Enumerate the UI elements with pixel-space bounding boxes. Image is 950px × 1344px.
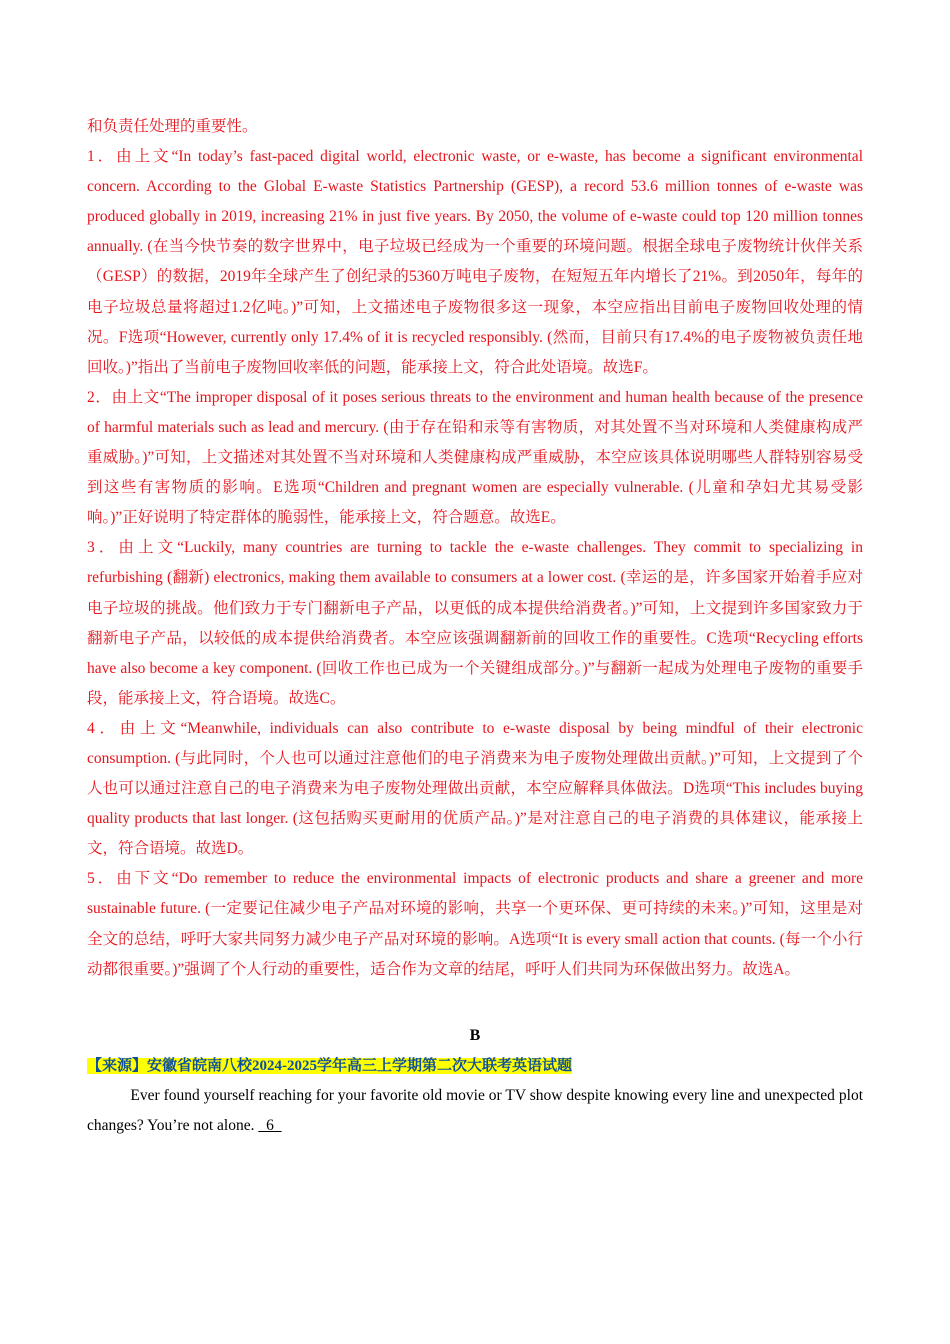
source-line (87, 1051, 863, 1081)
passage-text: Ever found yourself reaching for your favorite old movie or TV show despite knowing every line and unexpected plot changes? You’re not alone. (87, 1086, 863, 1134)
blank-6: 6 (258, 1116, 282, 1134)
passage-paragraph (87, 1081, 863, 1141)
answer-explanation-3: 3．由上文“Luckily, many countries are turning to tackle the e-waste challenges. They commit to specializing in refurbishing (翻新) electronics, making them available to consumers at a lower cost. (幸运的是，许多国家开始着手应对电子垃圾的挑战。他们致力于专门翻新电子产品，以更低的成本提供给消费者。)”可知，上文提到许多国家致力于翻新电子产品，以较低的成本提供给消费者。本空应该强调翻新前的回收工作的重要性。C选项“Recycling efforts have also become a key component. (回收工作也已成为一个关键组成部分。)”与翻新一起成为处理电子废物的重要手段，能承接上文，符合语境。故选C。 (87, 539, 863, 707)
answer-explanation-1: 1．由上文“In today’s fast-paced digital world, electronic waste, or e-waste, has become a significant environmental concern. According to the Global E-waste Statistics Partnership (GESP), a record 53.6 million tonnes of e-waste was produced globally in 2019, increasing 21% in just five years. By 2050, the volume of e-waste could top 120 million tonnes annually. (在当今快节奏的数字世界中，电子垃圾已经成为一个重要的环境问题。根据全球电子废物统计伙伴关系（GESP）的数据，2019年全球产生了创纪录的5360万吨电子废物，在短短五年内增长了21%。到2050年，每年的电子垃圾总量将超过1.2亿吨。)”可知，上文描述电子废物很多这一现象，本空应指出目前电子废物回收处理的情况。F选项“However, currently only 17.4% of it is recycled responsibly. (然而，目前只有17.4%的电子废物被负责任地回收。)”指出了当前电子废物回收率低的问题，能承接上文，符合此处语境。故选F。 (87, 148, 863, 376)
answer-explanation-5: 5．由下文“Do remember to reduce the environmental impacts of electronic products and share a greener and more sustainable future. (一定要记住减少电子产品对环境的影响，共享一个更环保、更可持续的未来。)”可知，这里是对全文的总结，呼吁大家共同努力减少电子产品对环境的影响。A选项“It is every small action that counts. (每一个小行动都很重要。)”强调了个人行动的重要性，适合作为文章的结尾，呼吁人们共同为环保做出努力。故选A。 (87, 870, 863, 978)
answer-explanation-2: 2．由上文“The improper disposal of it poses serious threats to the environment and human health because of the presence of harmful materials such as lead and mercury. (由于存在铅和汞等有害物质，对其处置不当对环境和人类健康构成严重威胁。)”可知，上文描述对其处置不当对环境和人类健康构成严重威胁，本空应该具体说明哪些人群特别容易受到这些有害物质的影响。E选项“Children and pregnant women are especially vulnerable. (儿童和孕妇尤其易受影响。)”正好说明了特定群体的脆弱性，能承接上文，符合题意。故选E。 (87, 388, 863, 527)
source-label: 【来源】安徽省皖南八校2024-2025学年高三上学期第二次大联考英语试题 (87, 1057, 572, 1074)
intro-line: 和负责任处理的重要性。 (87, 118, 258, 135)
document-page (87, 112, 863, 1141)
section-title: B (469, 1026, 481, 1044)
answer-explanation-4: 4．由上文“Meanwhile, individuals can also contribute to e-waste disposal by being mindful of their electronic consumption. (与此同时，个人也可以通过注意他们的电子消费来为电子废物处理做出贡献。)”可知，上文提到了个人也可以通过注意自己的电子消费来为电子废物处理做出贡献，本空应解释具体做法。D选项“This includes buying quality products that last longer. (这包括购买更耐用的优质产品。)”是对注意自己的电子消费的具体建议，能承接上文，符合语境。故选D。 (87, 719, 863, 858)
